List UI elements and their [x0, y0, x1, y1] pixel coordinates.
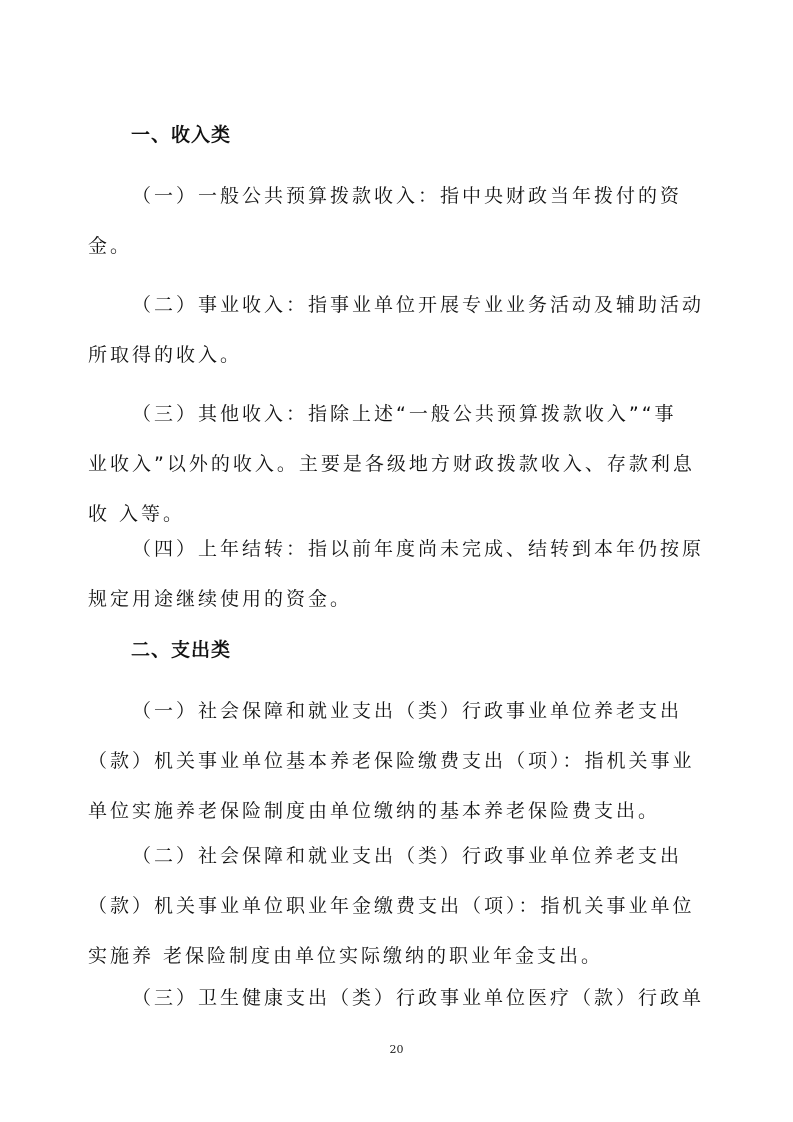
- paragraph-line: （一）社会保障和就业支出（类）行政事业单位养老支出: [132, 700, 683, 722]
- section-heading-income: 一、收入类: [131, 124, 232, 146]
- paragraph-expenditure-2: [88, 831, 695, 981]
- paragraph-line: （二）社会保障和就业支出（类）行政事业单位养老支出: [132, 845, 683, 867]
- paragraph-line: 所取得的收入。: [88, 344, 243, 366]
- section-heading-expenditure: 二、支出类: [131, 639, 232, 661]
- paragraph-income-2: [88, 280, 705, 380]
- paragraph-line: （三）其他收入：指除上述“一般公共预算拨款收入”“事: [132, 403, 677, 425]
- paragraph-income-4: [88, 524, 705, 624]
- paragraph-line: （三）卫生健康支出（类）行政事业单位医疗（款）行政单: [132, 987, 705, 1009]
- paragraph-line: 业收入”以外的收入。主要是各级地方财政拨款收入、存款利息: [88, 453, 695, 475]
- paragraph-income-1: [88, 171, 688, 271]
- paragraph-line: （款）机关事业单位职业年金缴费支出（项）：指机关事业单位: [88, 895, 695, 917]
- paragraph-line: （二）事业收入：指事业单位开展专业业务活动及辅助活动: [132, 294, 705, 316]
- paragraph-expenditure-3: [88, 973, 705, 1023]
- paragraph-income-3: [88, 389, 695, 539]
- paragraph-line: 单位实施养老保险制度由单位缴纳的基本养老保险费支出。: [88, 800, 661, 822]
- paragraph-line: 规定用途继续使用的资金。: [88, 588, 353, 610]
- paragraph-line: 实施养 老保险制度由单位实际缴纳的职业年金支出。: [88, 945, 604, 967]
- paragraph-line: （一）一般公共预算拨款收入：指中央财政当年拨付的资: [132, 185, 683, 207]
- page-number: 20: [389, 1043, 404, 1056]
- paragraph-expenditure-1: [88, 686, 695, 836]
- paragraph-line: 金。: [88, 235, 133, 257]
- paragraph-line: （款）机关事业单位基本养老保险缴费支出（项）：指机关事业: [88, 750, 695, 772]
- paragraph-line: （四）上年结转：指以前年度尚未完成、结转到本年仍按原: [132, 538, 705, 560]
- paragraph-line: 收 入等。: [88, 503, 186, 525]
